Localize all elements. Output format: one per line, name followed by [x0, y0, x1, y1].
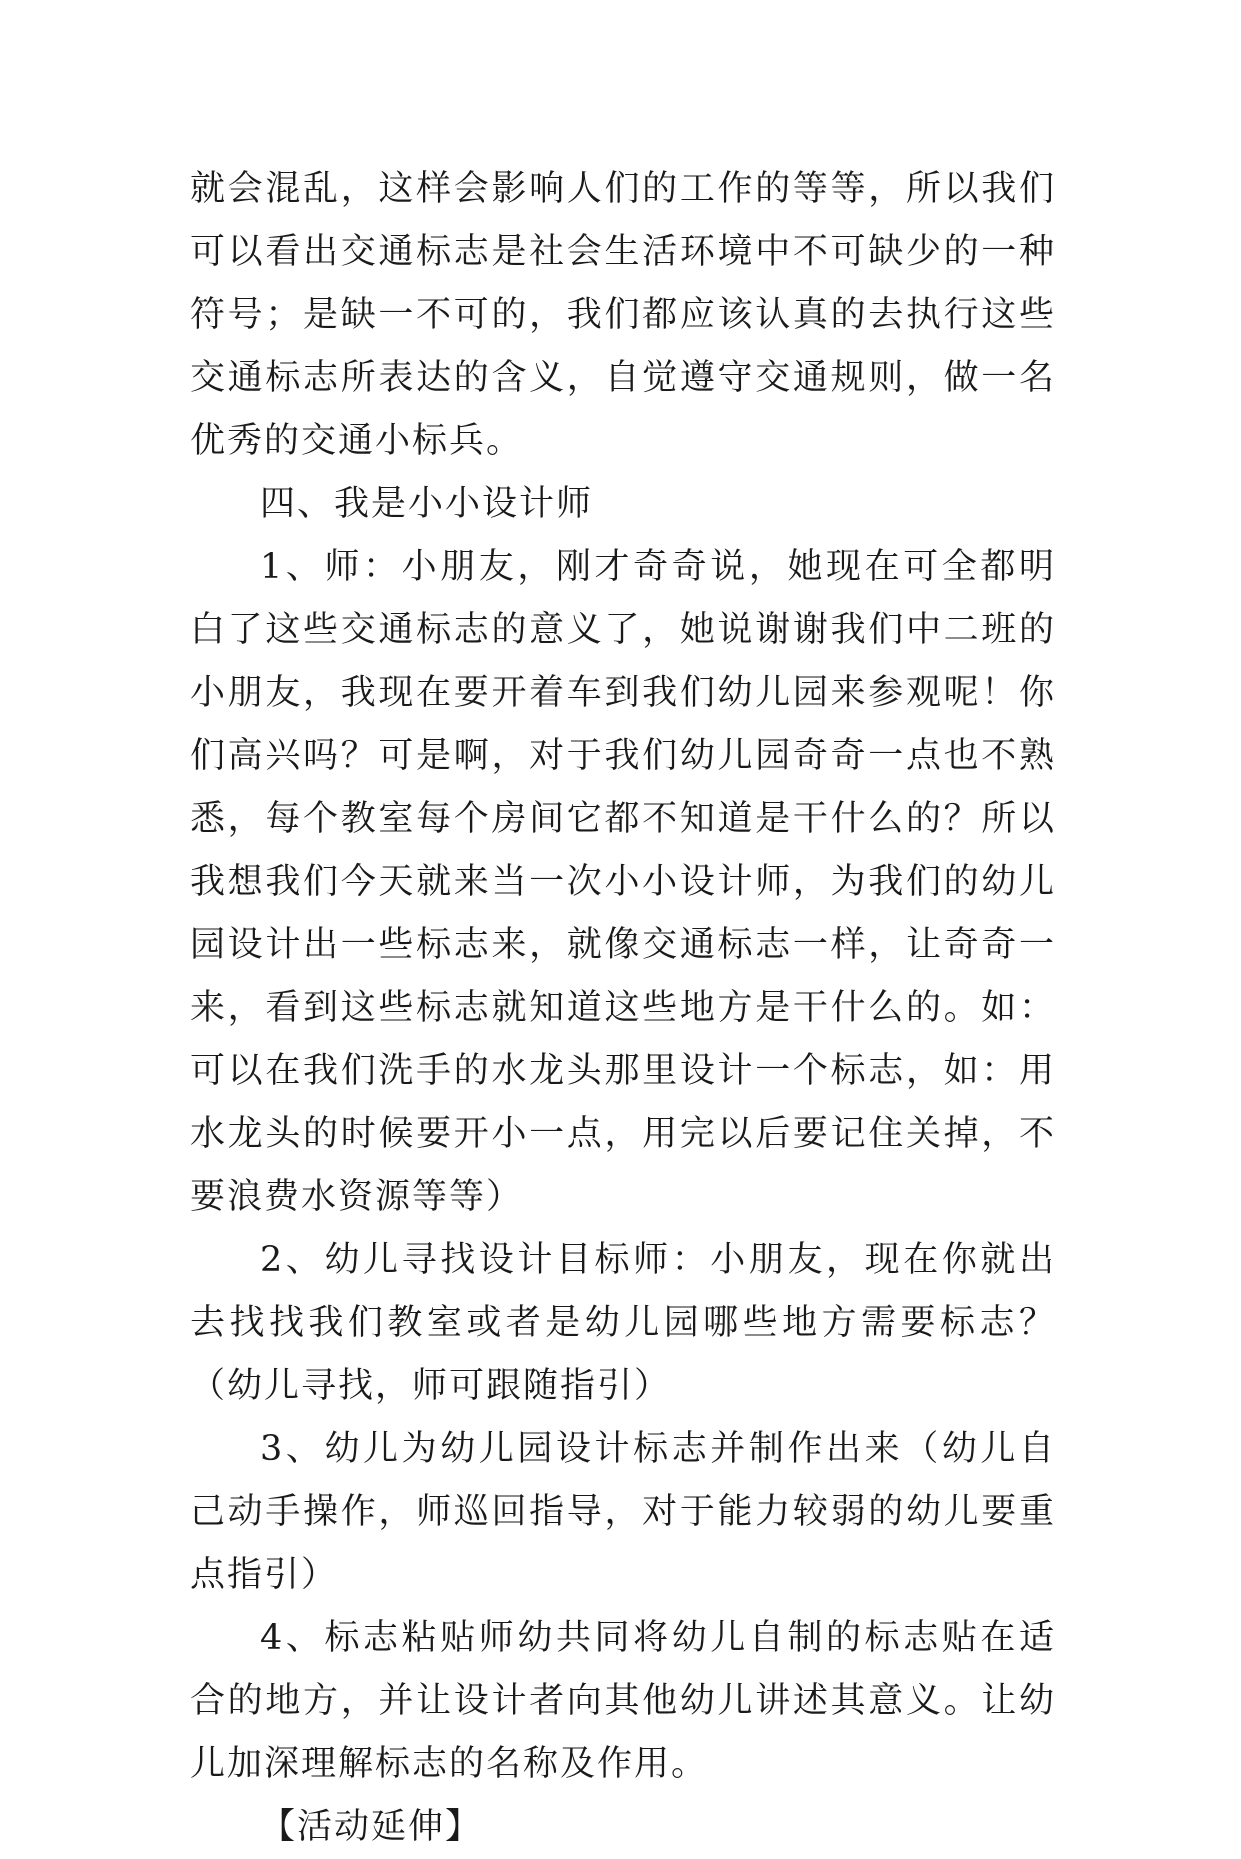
paragraph-step-4: 4、标志粘贴师幼共同将幼儿自制的标志贴在适合的地方，并让设计者向其他幼儿讲述其意义。让幼儿加深理解标志的名称及作用。 [190, 1618, 1056, 1784]
paragraph-step-1: 1、师：小朋友，刚才奇奇说，她现在可全都明白了这些交通标志的意义了，她说谢谢我们中二班的小朋友，我现在要开着车到我们幼儿园来参观呢！你们高兴吗？可是啊，对于我们幼儿园奇奇一点也不熟悉，每个教室每个房间它都不知道是干什么的？所以我想我们今天就来当一次小小设计师，为我们的幼儿园设计出一些标志来，就像交通标志一样，让奇奇一来，看到这些标志就知道这些地方是干什么的。如：可以在我们洗手的水龙头那里设计一个标志，如：用水龙头的时候要开小一点，用完以后要记住关掉，不要浪费水资源等等） [190, 547, 1056, 1217]
paragraph-step-3: 3、幼儿为幼儿园设计标志并制作出来（幼儿自己动手操作，师巡回指导，对于能力较弱的幼儿要重点指引） [190, 1429, 1056, 1595]
section-heading-extension: 【活动延伸】 [260, 1807, 483, 1847]
section-heading-designer: 四、我是小小设计师 [260, 484, 594, 524]
document-body [190, 158, 1056, 1859]
paragraph-continuation: 就会混乱，这样会影响人们的工作的等等，所以我们可以看出交通标志是社会生活环境中不可缺少的一种符号；是缺一不可的，我们都应该认真的去执行这些交通标志所表达的含义，自觉遵守交通规则，做一名优秀的交通小标兵。 [190, 169, 1056, 461]
paragraph-step-2: 2、幼儿寻找设计目标师：小朋友，现在你就出去找找我们教室或者是幼儿园哪些地方需要标志？（幼儿寻找，师可跟随指引） [190, 1240, 1056, 1406]
